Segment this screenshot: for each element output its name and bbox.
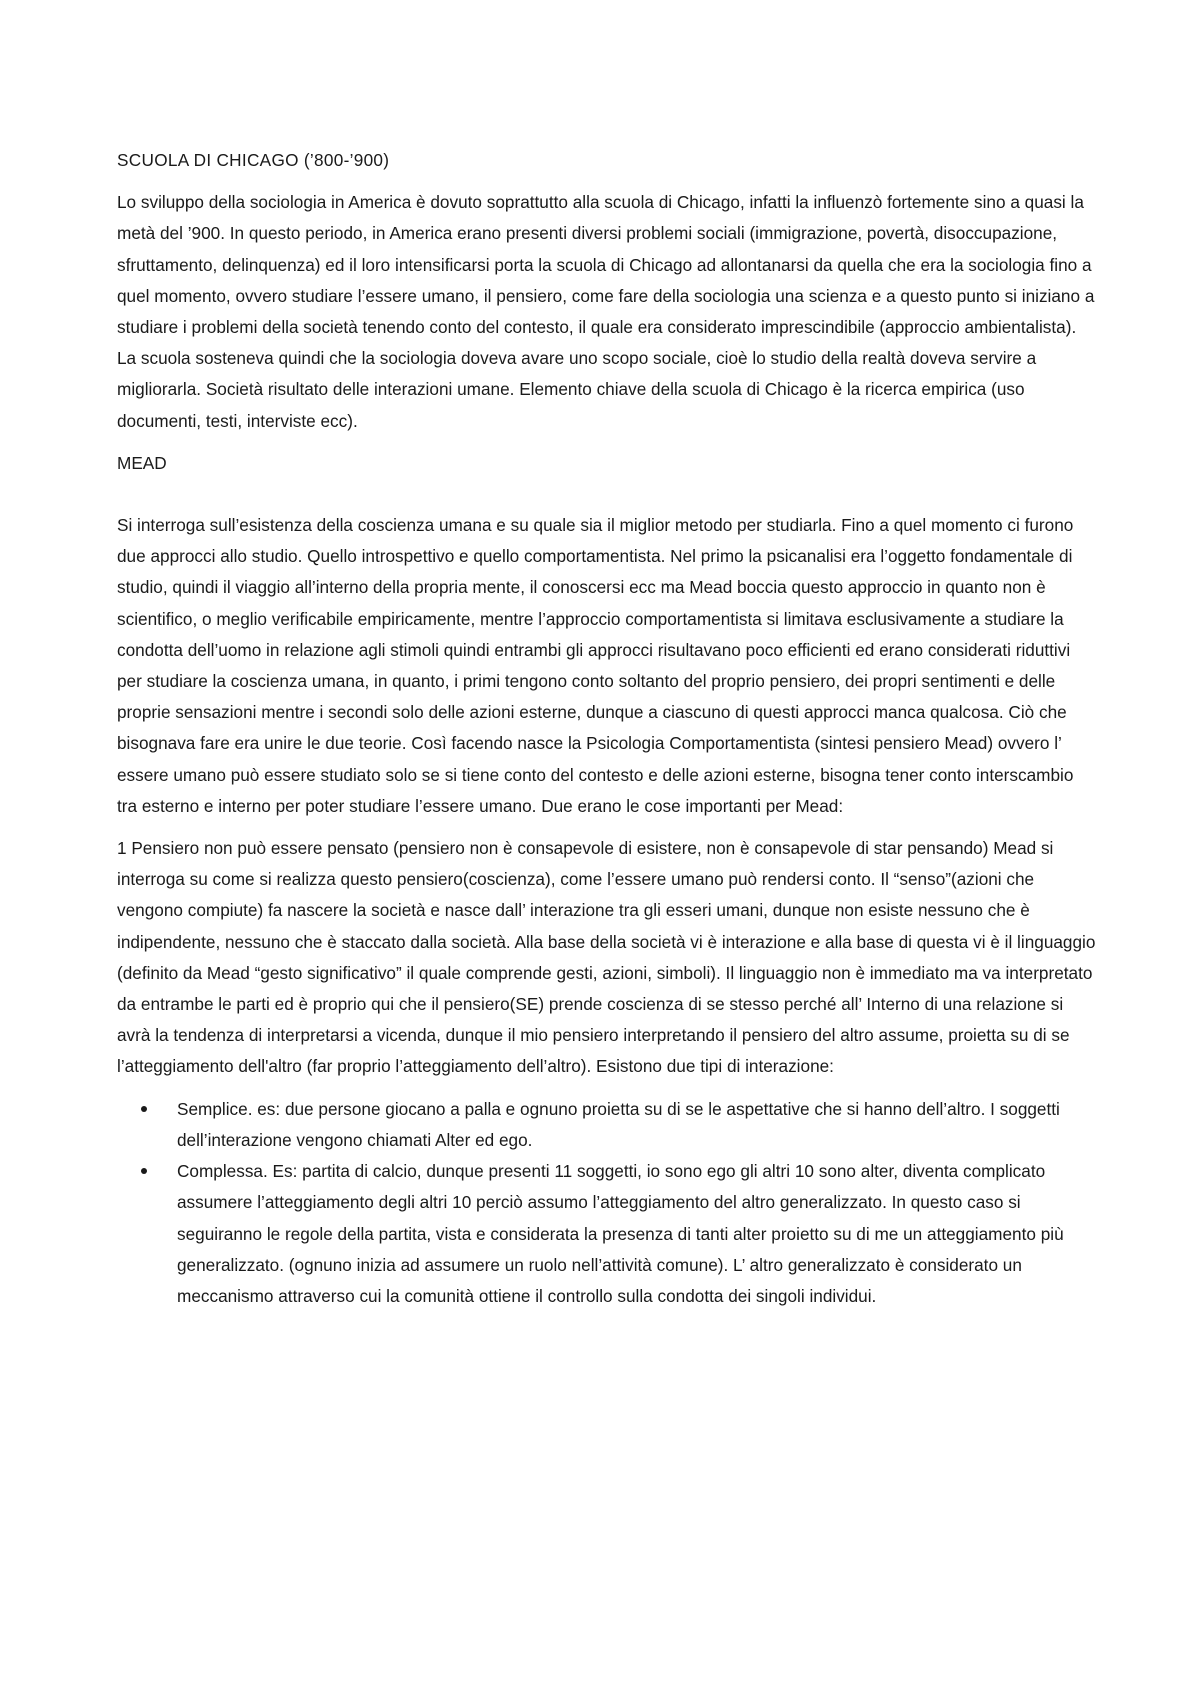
spacer xyxy=(117,490,1097,510)
intro-paragraph: Lo sviluppo della sociologia in America è dovuto soprattutto alla scuola di Chicago, infatti la influenzò fortemente sino a quasi la metà del ’900. In questo periodo, in America erano presenti diversi problemi sociali (immigrazione, povertà, disoccupazione, sfruttamento, delinquenza) ed il loro intensificarsi porta la scuola di Chicago ad allontanarsi da quella che era la sociologia fino a quel momento, ovvero studiare l’essere umano, il pensiero, come fare della sociologia una scienza e a questo punto si iniziano a studiare i problemi della società tenendo conto del contesto, il quale era considerato imprescindibile (approccio ambientalista). La scuola sosteneva quindi che la sociologia doveva avare uno scopo sociale, cioè lo studio della realtà doveva servire a migliorarla. Società risultato delle interazioni umane. Elemento chiave della scuola di Chicago è la ricerca empirica (uso documenti, testi, interviste ecc). xyxy=(117,192,1095,431)
mead-paragraph: Si interroga sull’esistenza della coscienza umana e su quale sia il miglior metodo per studiarla. Fino a quel momento ci furono due approcci allo studio. Quello introspettivo e quello comportamentista. Nel primo la psicanalisi era l’oggetto fondamentale di studio, quindi il viaggio all’interno della propria mente, il conoscersi ecc ma Mead boccia questo approccio in quanto non è scientifico, o meglio verificabile empiricamente, mentre l’approccio comportamentista si limitava esclusivamente a studiare la condotta dell’uomo in relazione agli stimoli quindi entrambi gli approcci risultavano poco efficienti ed erano considerati riduttivi per studiare la coscienza umana, in quanto, i primi tengono conto soltanto del proprio pensiero, dei propri sentimenti e delle proprie sensazioni mentre i secondi solo delle azioni esterne, dunque a ciascuno di questi approcci manca qualcosa. Ciò che bisognava fare era unire le due teorie. Così facendo nasce la Psicologia Comportamentista (sintesi pensiero Mead) ovvero l’ essere umano può essere studiato solo se si tiene conto del contesto e delle azioni esterne, bisogna tener conto interscambio tra esterno e interno per poter studiare l’essere umano. Due erano le cose importanti per Mead: xyxy=(117,515,1074,816)
list-item-complex: Complessa. Es: partita di calcio, dunque presenti 11 soggetti, io sono ego gli altri 10 sono alter, diventa complicato assumere l’atteggiamento degli altri 10 perciò assumo l’atteggiamento del altro generalizzato. In questo caso si seguiranno le regole della partita, vista e considerata la presenza di tanti alter proietto su di me un atteggiamento più generalizzato. (ognuno inizia ad assumere un ruolo nell’attività comune). L’ altro generalizzato è considerato un meccanismo attraverso cui la comunità ottiene il controllo sulla condotta dei singoli individui. xyxy=(117,1156,1097,1312)
point-one-paragraph: 1 Pensiero non può essere pensato (pensiero non è consapevole di esistere, non è consapevole di star pensando) Mead si interroga su come si realizza questo pensiero(coscienza), come l’essere umano può rendersi conto. Il “senso”(azioni che vengono compiute) fa nascere la società e nasce dall’ interazione tra gli esseri umani, dunque non esiste nessuno che è indipendente, nessuno che è staccato dalla società. Alla base della società vi è interazione e alla base di questa vi è il linguaggio (definito da Mead “gesto significativo” il quale comprende gesti, azioni, simboli). Il linguaggio non è immediato ma va interpretato da entrambe le parti ed è proprio qui che il pensiero(SE) prende coscienza di se stesso perché all’ Interno di una relazione si avrà la tendenza di interpretarsi a vicenda, dunque il mio pensiero interpretando il pensiero del altro assume, proietta su di se l’atteggiamento dell'altro (far proprio l’atteggiamento dell’altro). Esistono due tipi di interazione: xyxy=(117,838,1096,1077)
interaction-types-list xyxy=(117,1094,1097,1312)
document-page xyxy=(117,145,1097,1312)
list-item-simple: Semplice. es: due persone giocano a palla e ognuno proietta su di se le aspettative che si hanno dell’altro. I soggetti dell’interazione vengono chiamati Alter ed ego. xyxy=(117,1094,1097,1156)
document-title: SCUOLA DI CHICAGO (’800-’900) xyxy=(117,150,390,170)
section-heading-mead: MEAD xyxy=(117,452,167,473)
